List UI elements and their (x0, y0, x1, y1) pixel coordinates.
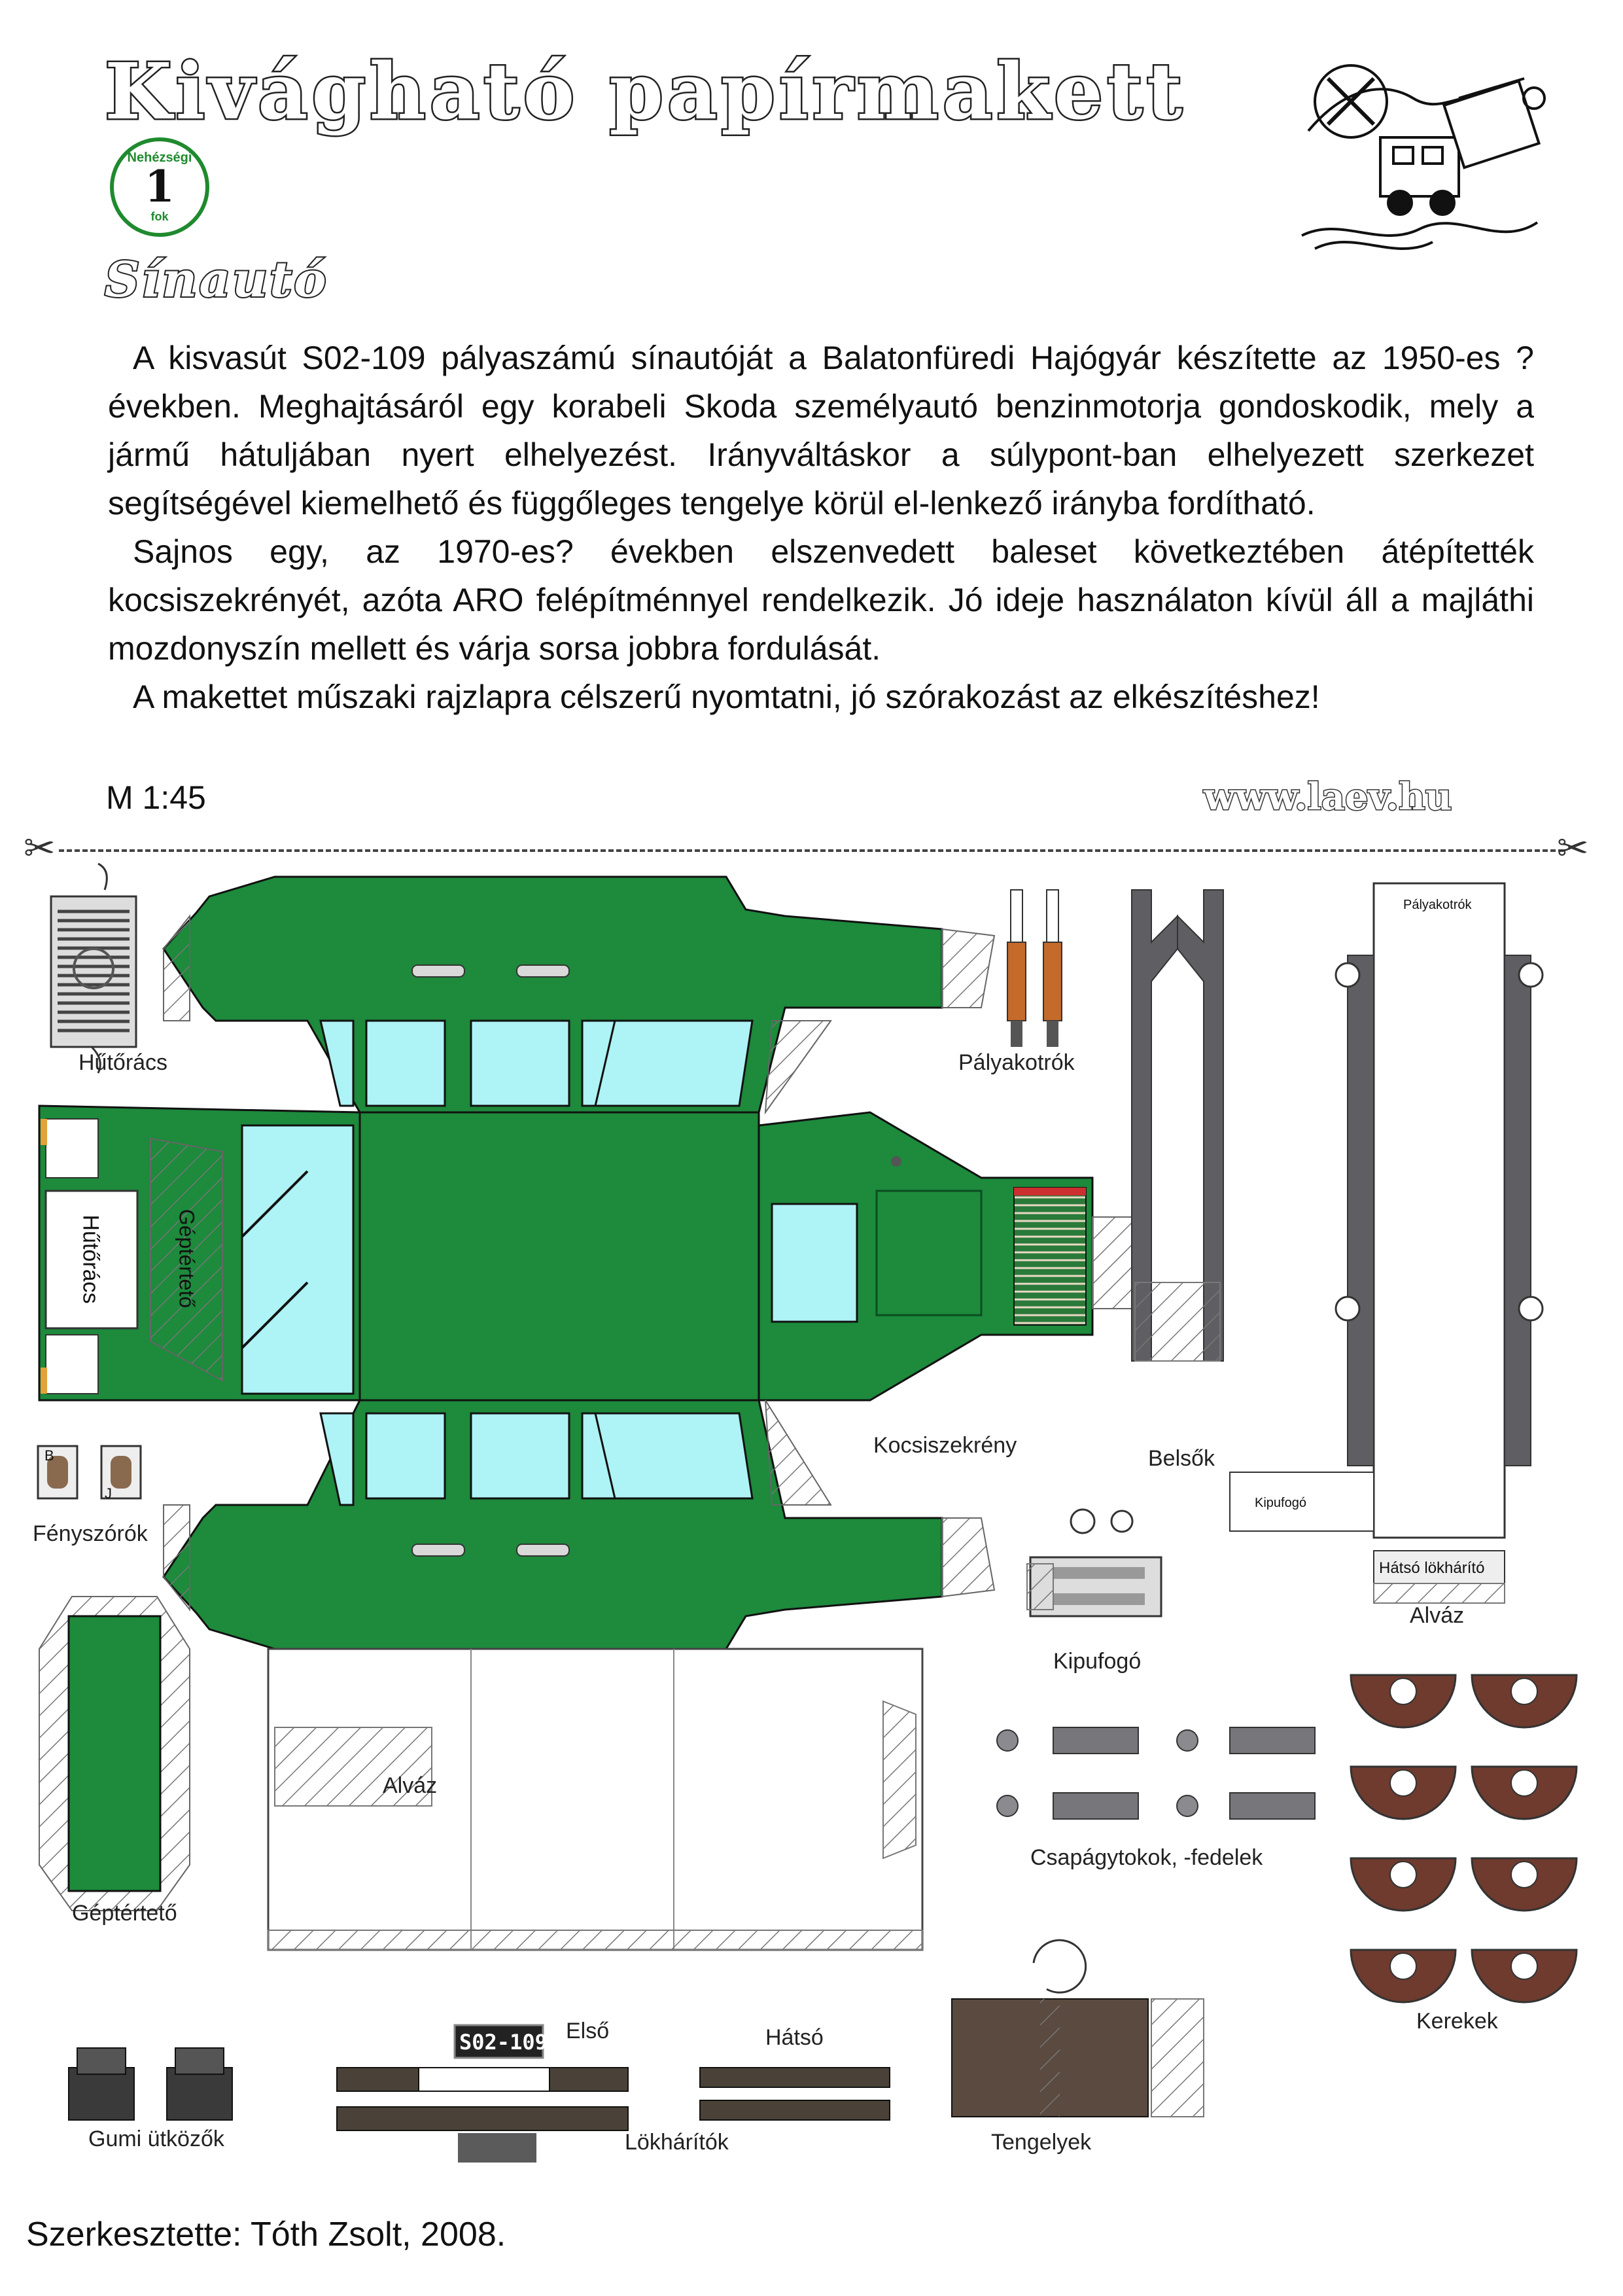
track-clearers-part (1007, 890, 1062, 1047)
grille-part (51, 864, 136, 1073)
website-url: www.laev.hu (1204, 775, 1452, 819)
label-alvaz-right: Alváz (1410, 1603, 1465, 1628)
intro-paragraph-1: A kisvasút S02-109 pályaszámú sínautóját a Balatonfüredi Hajógyár készítette az 1950-es ? években. Meghajtásáról egy korabeli Skoda személyautó benzinmotorja gondoskodik, mely a jármű hátuljában nyert elhelyezést. Irányváltáskor a súlypont-ban elhelyezett szerkezet segítségével kiemelhető és függőleges tengelye körül el-lenkező irányba fordítható. (108, 340, 1534, 521)
label-fenyszoro-j: J (105, 1485, 112, 1502)
label-fenyszorok: Fényszórók (33, 1521, 148, 1546)
badge-top-text: Nehézségi (127, 150, 192, 165)
label-hatso-lokharito: Hátsó lökhárító (1379, 1559, 1485, 1577)
axles-part (952, 1940, 1204, 2117)
badge-number: 1 (145, 161, 175, 212)
wheels-part (1351, 1675, 1577, 2002)
label-alvaz: Alváz (383, 1773, 438, 1798)
label-kipufogo: Kipufogó (1053, 1649, 1142, 1674)
label-hutoracs-vertical: Hűtőrács (78, 1214, 103, 1304)
page-title: Kivágható papírmakett (105, 46, 1187, 137)
chassis-right-part (1230, 883, 1543, 1603)
scissors-right-icon: ✂ (1557, 827, 1589, 870)
scissors-left-icon: ✂ (24, 827, 56, 870)
engine-cover-part (39, 1597, 190, 1911)
label-fenyszoro-b: B (44, 1447, 54, 1464)
label-elso: Első (566, 2019, 610, 2043)
label-hutoracs: Hűtőrács (79, 1050, 168, 1075)
credit-line: Szerkesztette: Tóth Zsolt, 2008. (26, 2216, 506, 2253)
scale-label: M 1:45 (106, 779, 206, 816)
label-geptertet-vertical: Géptértető (175, 1209, 199, 1309)
car-body-part (39, 877, 1145, 1649)
label-palyakotrok-small: Pályakotrók (1403, 898, 1472, 912)
label-geptertet: Géptértető (72, 1901, 177, 1926)
label-palyakotrok: Pályakotrók (958, 1050, 1075, 1075)
label-belsok: Belsők (1148, 1446, 1215, 1471)
license-plate: S02-109 (459, 2030, 548, 2055)
chassis-bottom-part (268, 1649, 922, 1950)
label-hatso: Hátsó (765, 2025, 824, 2050)
label-kipufogo-small: Kipufogó (1255, 1496, 1306, 1510)
rubber-buffers-part (69, 2048, 232, 2120)
intro-paragraph-3: A makettet műszaki rajzlapra célszerű nyomtatni, jó szórakozást az elkészítéshez! (133, 679, 1320, 715)
label-kocsiszekreny: Kocsiszekrény (873, 1433, 1017, 1458)
label-gumi-utkozok: Gumi ütközők (88, 2127, 224, 2151)
exhaust-part (1027, 1510, 1161, 1616)
label-lokharitok: Lökhárítók (625, 2130, 729, 2155)
label-csapagytokok: Csapágytokok, -fedelek (1030, 1845, 1263, 1870)
interior-part (1132, 890, 1223, 1361)
bearing-boxes-part (997, 1727, 1315, 1819)
badge-bottom-text: fok (150, 210, 169, 223)
label-kerekek: Kerekek (1416, 2009, 1498, 2034)
intro-paragraph-2: Sajnos egy, az 1970-es? években elszenvedett baleset következtében átépítették kocsiszekrényét, azóta ARO felépítménnyel rendelkezik. Jó ideje használaton kívül áll a majláthi mozdonyszín mellett és várja sorsa jobbra fordulását. (108, 533, 1534, 667)
label-tengelyek: Tengelyek (991, 2130, 1092, 2155)
page-subtitle: Sínautó (105, 252, 328, 308)
